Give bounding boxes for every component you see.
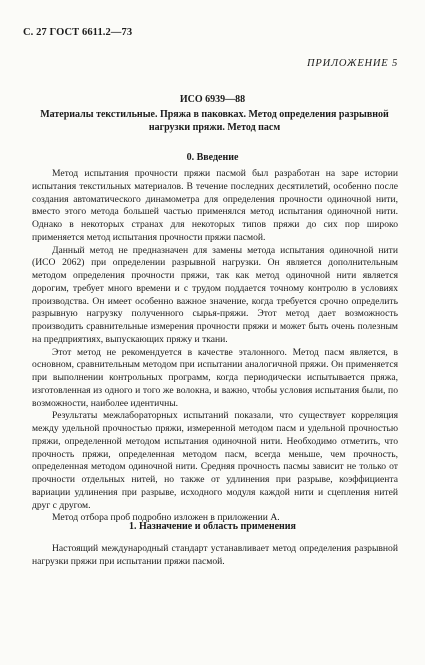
section-heading-introduction: 0. Введение (186, 152, 239, 163)
section-heading-scope: 1. Назначение и область применения (129, 521, 296, 532)
paragraph: Данный метод не предназначен для замены метода испытания одиночной нити (ИСО 2062) при определении разрывной нагрузки. Он является дополнительным методом определения прочности пряжи, так как метод одиночной нити является дорогим, требует много времени и с трудом поддается точному контролю в условиях производства. Он имеет особенно важное значение, когда требуется срочно определить разрывную нагрузку полученного сырья-пряжи. Этот метод дает возможность производить сравнительные измерения прочности пряжи и может быть очень полезным на предприятиях, выпускающих пряжу и ткани. (32, 244, 398, 345)
paragraph: Результаты межлабораторных испытаний показали, что существует корреляция между удельной прочностью пряжи, измеренной методом пасм и удельной прочностью пряжи, определенной методом испытания одиночной нити. Необходимо отметить, что прочность пряжи, определенная методом пасм, всегда меньше, чем прочность, определенная методом одиночной нити. Средняя прочность пасмы зависит не только от прочности отдельных нитей, но также от удлинения при разрыве, коэффициента вариации удлинения при разрыве, исходного модуля каждой нити и сцепления нитей друг с другом. (32, 410, 398, 511)
paragraph: Этот метод не рекомендуется в качестве эталонного. Метод пасм является, в основном, сравнительным методом при испытании аналогичной пряжи. Он применяется при выполнении контрольных программ, когда периодически испытывается пряжа, изготовленная из одного и того же волокна, и важно, чтобы условия испытания были, по возможности, наиболее идентичны. (32, 346, 398, 409)
standard-number: ИСО 6939—88 (179, 94, 246, 105)
page-header: С. 27 ГОСТ 6611.2—73 (23, 27, 133, 38)
section-introduction-body (32, 168, 398, 525)
document-title: Материалы текстильные. Пряжа в паковках. Метод определения разрывной нагрузки пряжи. Метод пасм (40, 109, 389, 133)
paragraph: Настоящий международный стандарт устанавливает метод определения разрывной нагрузки пряжи при испытании пряжи пасмой. (32, 543, 398, 567)
paragraph: Метод отбора проб подробно изложен в приложении А. (52, 512, 280, 524)
appendix-label: ПРИЛОЖЕНИЕ 5 (307, 58, 398, 69)
paragraph: Метод испытания прочности пряжи пасмой был разработан на заре истории испытания текстильных материалов. В течение последних десятилетий, особенно после создания автоматического динамометра для определения прочности одиночной нити, вместо этого метода большей частью применялся метод испытания одиночной нити. Однако в некоторых странах для некоторых типов пряжи до сих пор широко применяется метод испытания прочности пряжи пасмой. (32, 168, 398, 243)
section-scope-body (32, 543, 398, 569)
